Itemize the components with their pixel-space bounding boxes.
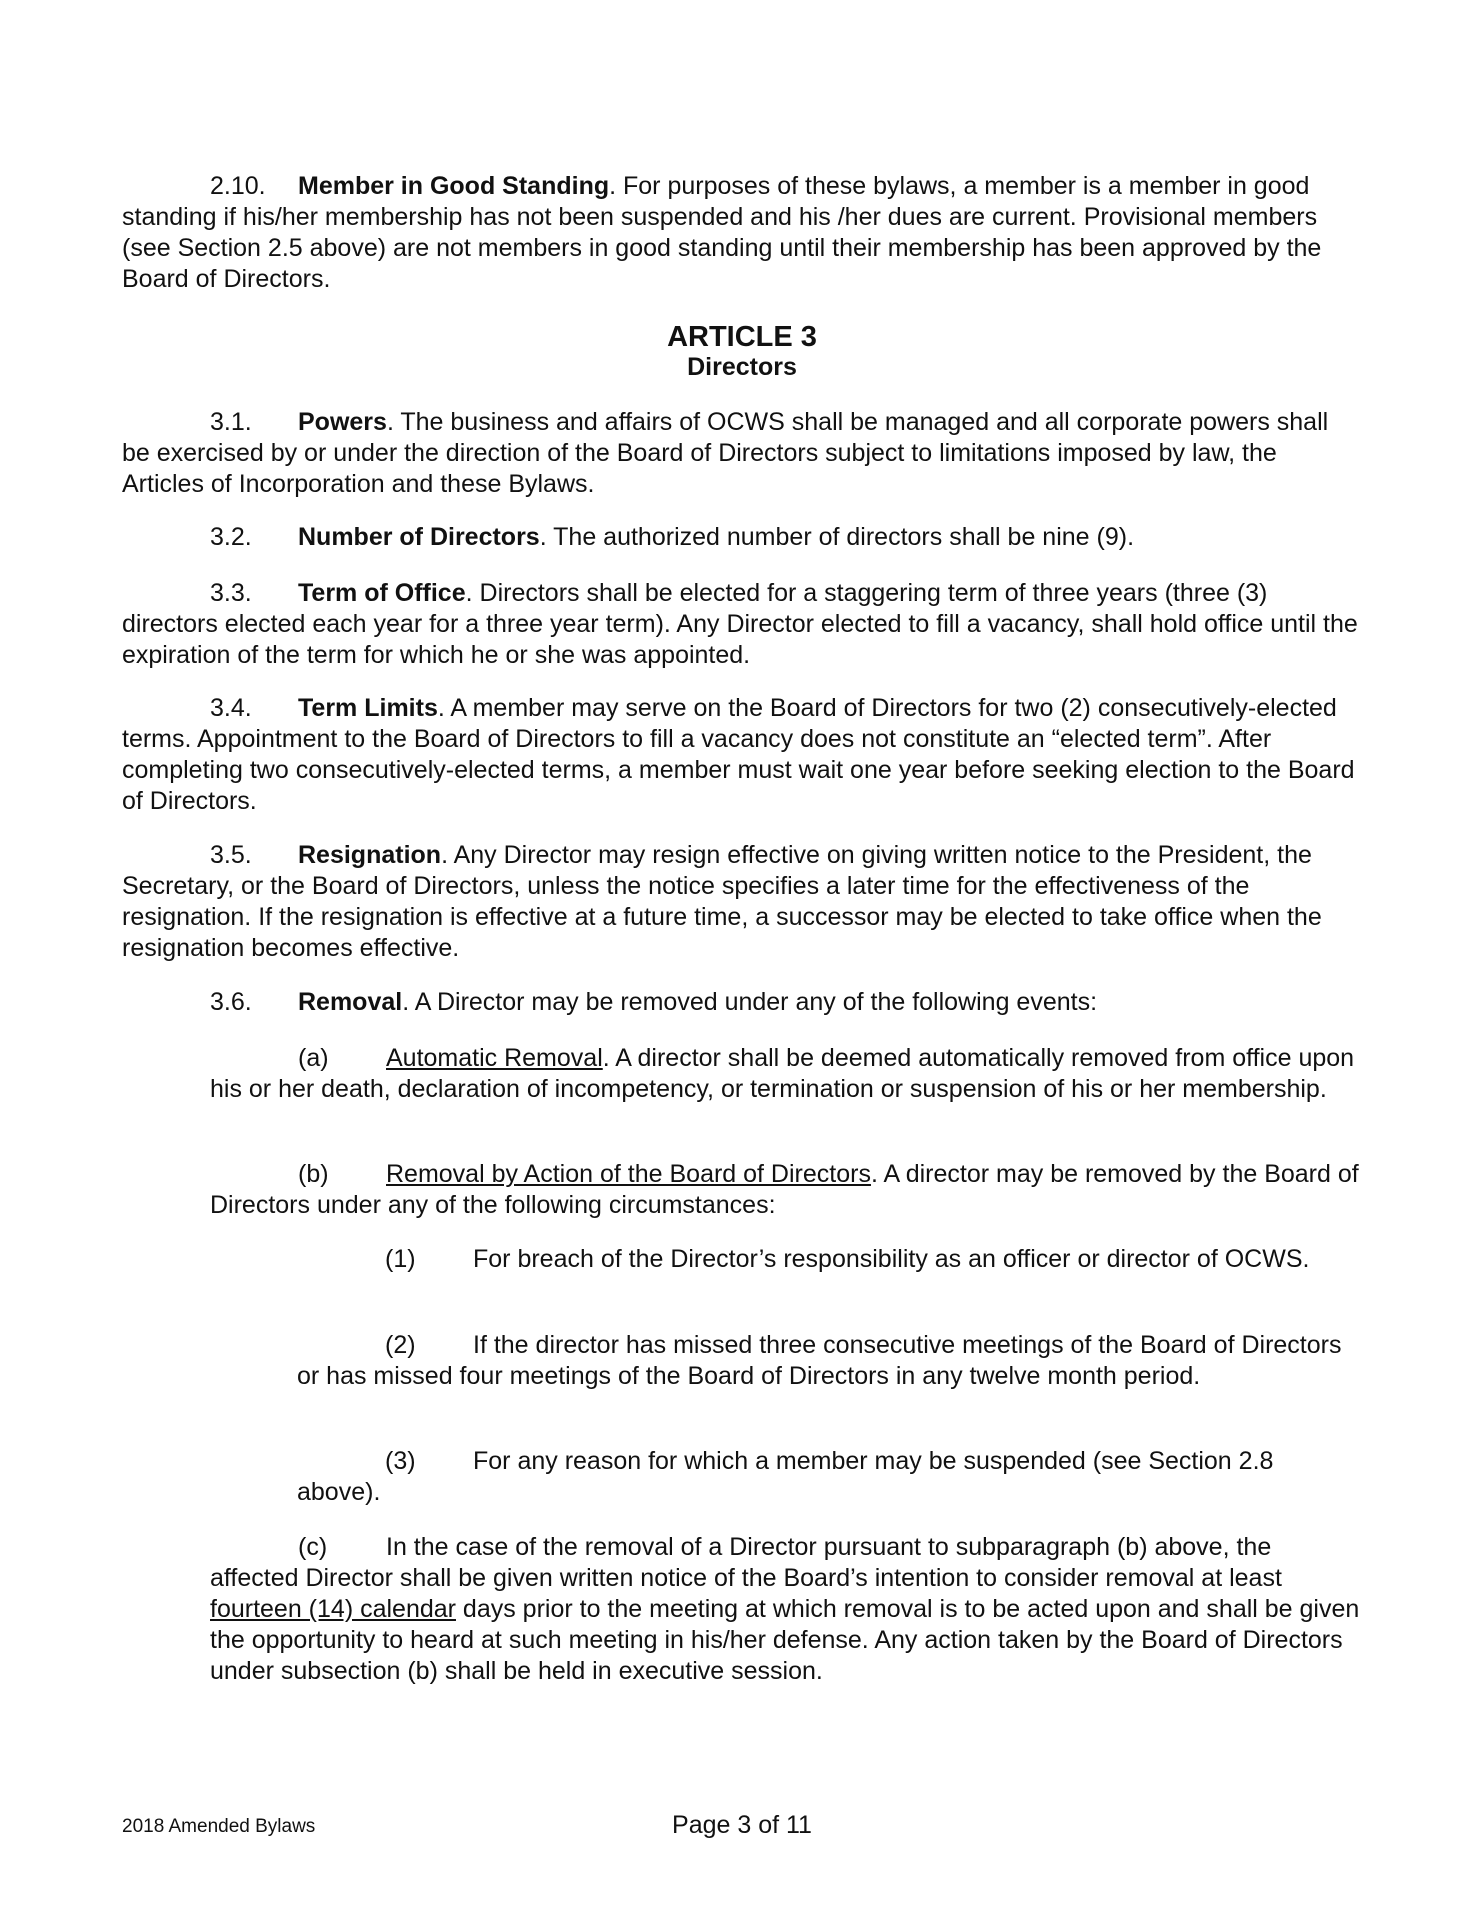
section-3-6-a: (a) Automatic Removal. A director shall be deemed automatically removed from office upon his or her death, declaration of incompetency, or termination or suspension of his or her membership. [210,1044,1355,1103]
section-title: Resignation [298,841,442,869]
section-title: Removal [298,988,403,1016]
section-3-6-c: (c) In the case of the removal of a Director pursuant to subparagraph (b) above, the affected Director shall be given written notice of the Board’s intention to consider removal at least fourteen (14) calendar days prior to the meeting at which removal is to be acted upon and shall be given the opportunity to heard at such meeting in his/her defense. Any action taken by the Board of Directors under subsection (b) shall be held in executive session. [210,1533,1360,1685]
section-3-6-b-1: (1) For breach of the Director’s responsibility as an officer or director of OCWS. [385,1245,1310,1273]
article-title: ARTICLE 3 [667,321,817,353]
subsection-title: Removal by Action of the Board of Directors [386,1160,871,1188]
section-3-6-b-2: (2) If the director has missed three consecutive meetings of the Board of Directors or has missed four meetings of the Board of Directors in any twelve month period. [297,1331,1342,1390]
notice-period: fourteen (14) calendar [210,1595,456,1623]
footer-document-title: 2018 Amended Bylaws [122,1816,316,1837]
section-3-2: 3.2. Number of Directors. The authorized number of directors shall be nine (9). [210,523,1135,551]
section-title: Number of Directors [298,523,540,551]
section-3-5: 3.5. Resignation. Any Director may resign effective on giving written notice to the President, the Secretary, or the Board of Directors, unless the notice specifies a later time for the effectiveness of the resignation. If the resignation is effective at a future time, a successor may be elected to take office when the resignation becomes effective. [122,841,1322,962]
section-3-1: 3.1. Powers. The business and affairs of OCWS shall be managed and all corporate powers shall be exercised by or under the direction of the Board of Directors subject to limitations imposed by law, the Articles of Incorporation and these Bylaws. [122,408,1329,498]
page-number: Page 3 of 11 [672,1811,812,1839]
section-title: Powers [298,408,387,436]
article-subtitle: Directors [687,353,797,381]
section-3-4: 3.4. Term Limits. A member may serve on the Board of Directors for two (2) consecutively-elected terms. Appointment to the Board of Directors to fill a vacancy does not constitute an “elected term”. After completing two consecutively-elected terms, a member must wait one year before seeking election to the Board of Directors. [122,694,1355,815]
section-3-6: 3.6. Removal. A Director may be removed under any of the following events: [210,988,1098,1016]
section-3-3: 3.3. Term of Office. Directors shall be elected for a staggering term of three years (three (3) directors elected each year for a three year term). Any Director elected to fill a vacancy, shall hold office until the expiration of the term for which he or she was appointed. [122,579,1358,669]
subsection-title: Automatic Removal [386,1044,603,1072]
section-3-6-b-3: (3) For any reason for which a member may be suspended (see Section 2.8 above). [297,1447,1274,1506]
section-3-6-b: (b) Removal by Action of the Board of Directors. A director may be removed by the Board of Directors under any of the following circumstances: [210,1160,1359,1219]
section-2-10: 2.10. Member in Good Standing. For purposes of these bylaws, a member is a member in good standing if his/her membership has not been suspended and his /her dues are current. Provisional members (see Section 2.5 above) are not members in good standing until their membership has been approved by the Board of Directors. [122,172,1322,293]
section-title: Member in Good Standing [298,172,610,200]
section-title: Term of Office [298,579,466,607]
section-title: Term Limits [298,694,438,722]
